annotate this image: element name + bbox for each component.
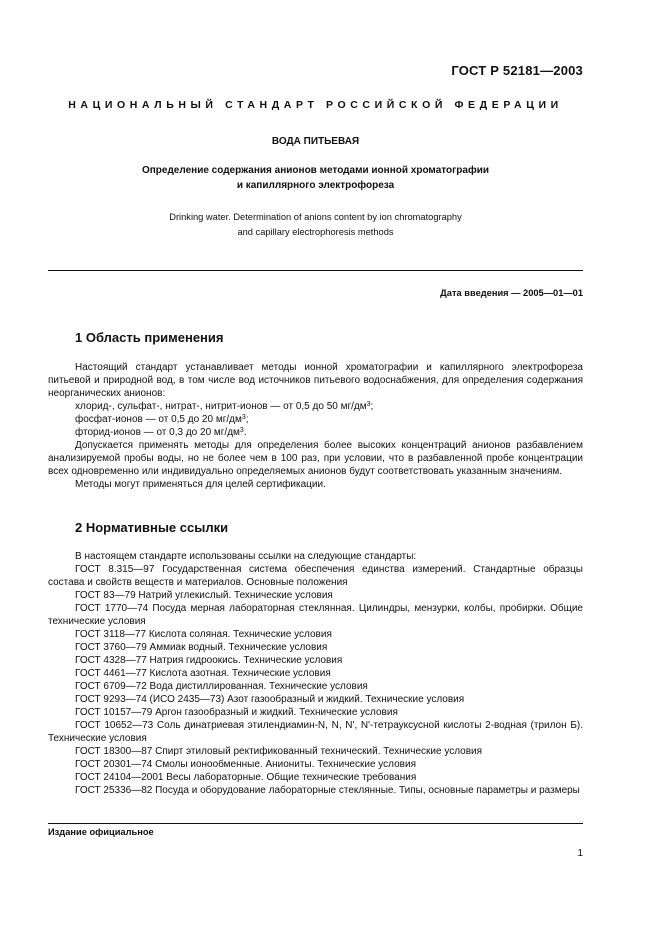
edition-label: Издание официальное <box>48 827 154 837</box>
title-en-line2: and capillary electrophoresis methods <box>237 226 394 237</box>
section-1-paragraph-3: Методы могут применяться для целей сертификации. <box>75 479 326 490</box>
reference-item: ГОСТ 1770—74 Посуда мерная лабораторная стеклянная. Цилиндры, мензурки, колбы, пробирки. Общие технические условия <box>48 603 583 627</box>
reference-item: ГОСТ 24104—2001 Весы лабораторные. Общие технические требования <box>75 772 417 783</box>
reference-item: ГОСТ 6709—72 Вода дистиллированная. Технические условия <box>75 681 368 692</box>
reference-item: ГОСТ 25336—82 Посуда и оборудование лабораторные стеклянные. Типы, основные параметры и размеры <box>75 785 580 796</box>
reference-item: ГОСТ 10157—79 Аргон газообразный и жидкий. Технические условия <box>75 707 398 718</box>
reference-item: ГОСТ 4328—77 Натрия гидроокись. Технические условия <box>75 655 343 666</box>
subtitle-ru <box>48 164 583 193</box>
reference-item: ГОСТ 18300—87 Спирт этиловый ректификованный технический. Технические условия <box>75 746 483 757</box>
section-1-item-2: фосфат-ионов — от 0,5 до 20 $мг/дм^3$; <box>75 414 249 425</box>
footer-divider <box>48 823 583 824</box>
reference-item: ГОСТ 3760—79 Аммиак водный. Технические условия <box>75 642 328 653</box>
section-1-item-1: хлорид-, сульфат-, нитрат-, нитрит-ионов — от 0,5 до 50 $мг/дм^3$; <box>75 401 374 412</box>
introduction-date: Дата введения — 2005—01—01 <box>440 288 583 298</box>
page-number: 1 <box>577 848 583 859</box>
reference-item: ГОСТ 8.315—97 Государственная система обеспечения единства измерений. Стандартные образцы состава и свойств веществ и материалов. Основные положения <box>48 564 583 588</box>
section-1-paragraph-1: Настоящий стандарт устанавливает методы ионной хроматографии и капиллярного электрофореза питьевой и природной вод, в том числе вод источников питьевого водоснабжения, для определения содержания неорганических анионов: <box>48 362 583 399</box>
reference-list <box>48 563 583 797</box>
title-en <box>48 210 583 239</box>
document-number: ГОСТ Р 52181—2003 <box>451 63 583 78</box>
reference-item: ГОСТ 83—79 Натрий углекислый. Технические условия <box>75 590 333 601</box>
subtitle-ru-line2: и капиллярного электрофореза <box>236 179 395 191</box>
section-1-heading: 1 Область применения <box>75 330 224 345</box>
section-1-item-3: фторид-ионов — от 0,3 до 20 $мг/дм^3$. <box>75 427 247 438</box>
reference-item: ГОСТ 9293—74 (ИСО 2435—73) Азот газообразный и жидкий. Технические условия <box>75 694 465 705</box>
reference-item: ГОСТ 10652—73 Соль динатриевая этилендиамин-N, N, N', N'-тетрауксусной кислоты 2-водная (трилон Б). Технические условия <box>48 720 583 744</box>
national-standard-banner: НАЦИОНАЛЬНЫЙ СТАНДАРТ РОССИЙСКОЙ ФЕДЕРАЦИИ <box>68 99 563 111</box>
header-divider <box>48 270 583 271</box>
title-en-line1: Drinking water. Determination of anions content by ion chromatography <box>169 212 462 222</box>
reference-item: ГОСТ 3118—77 Кислота соляная. Технические условия <box>75 629 332 640</box>
subtitle-ru-line1: Определение содержания анионов методами ионной хроматографии <box>141 165 490 176</box>
section-2-heading: 2 Нормативные ссылки <box>75 520 229 535</box>
section-1-paragraph-2: Допускается применять методы для определения более высоких концентраций анионов разбавлением анализируемой пробы воды, но не более чем в 100 раз, при условии, что в разбавленной пробе концентрации всех одновременно или индивидуально определяемых анионов будут соответствовать указанным значениям. <box>48 440 583 477</box>
section-2-body <box>48 550 583 797</box>
title-ru: ВОДА ПИТЬЕВАЯ <box>271 136 360 147</box>
reference-item: ГОСТ 20301—74 Смолы ионообменные. Аниониты. Технические условия <box>75 759 416 770</box>
section-2-intro: В настоящем стандарте использованы ссылки на следующие стандарты: <box>75 551 417 562</box>
reference-item: ГОСТ 4461—77 Кислота азотная. Технические условия <box>75 668 331 679</box>
section-1-body <box>48 361 583 491</box>
